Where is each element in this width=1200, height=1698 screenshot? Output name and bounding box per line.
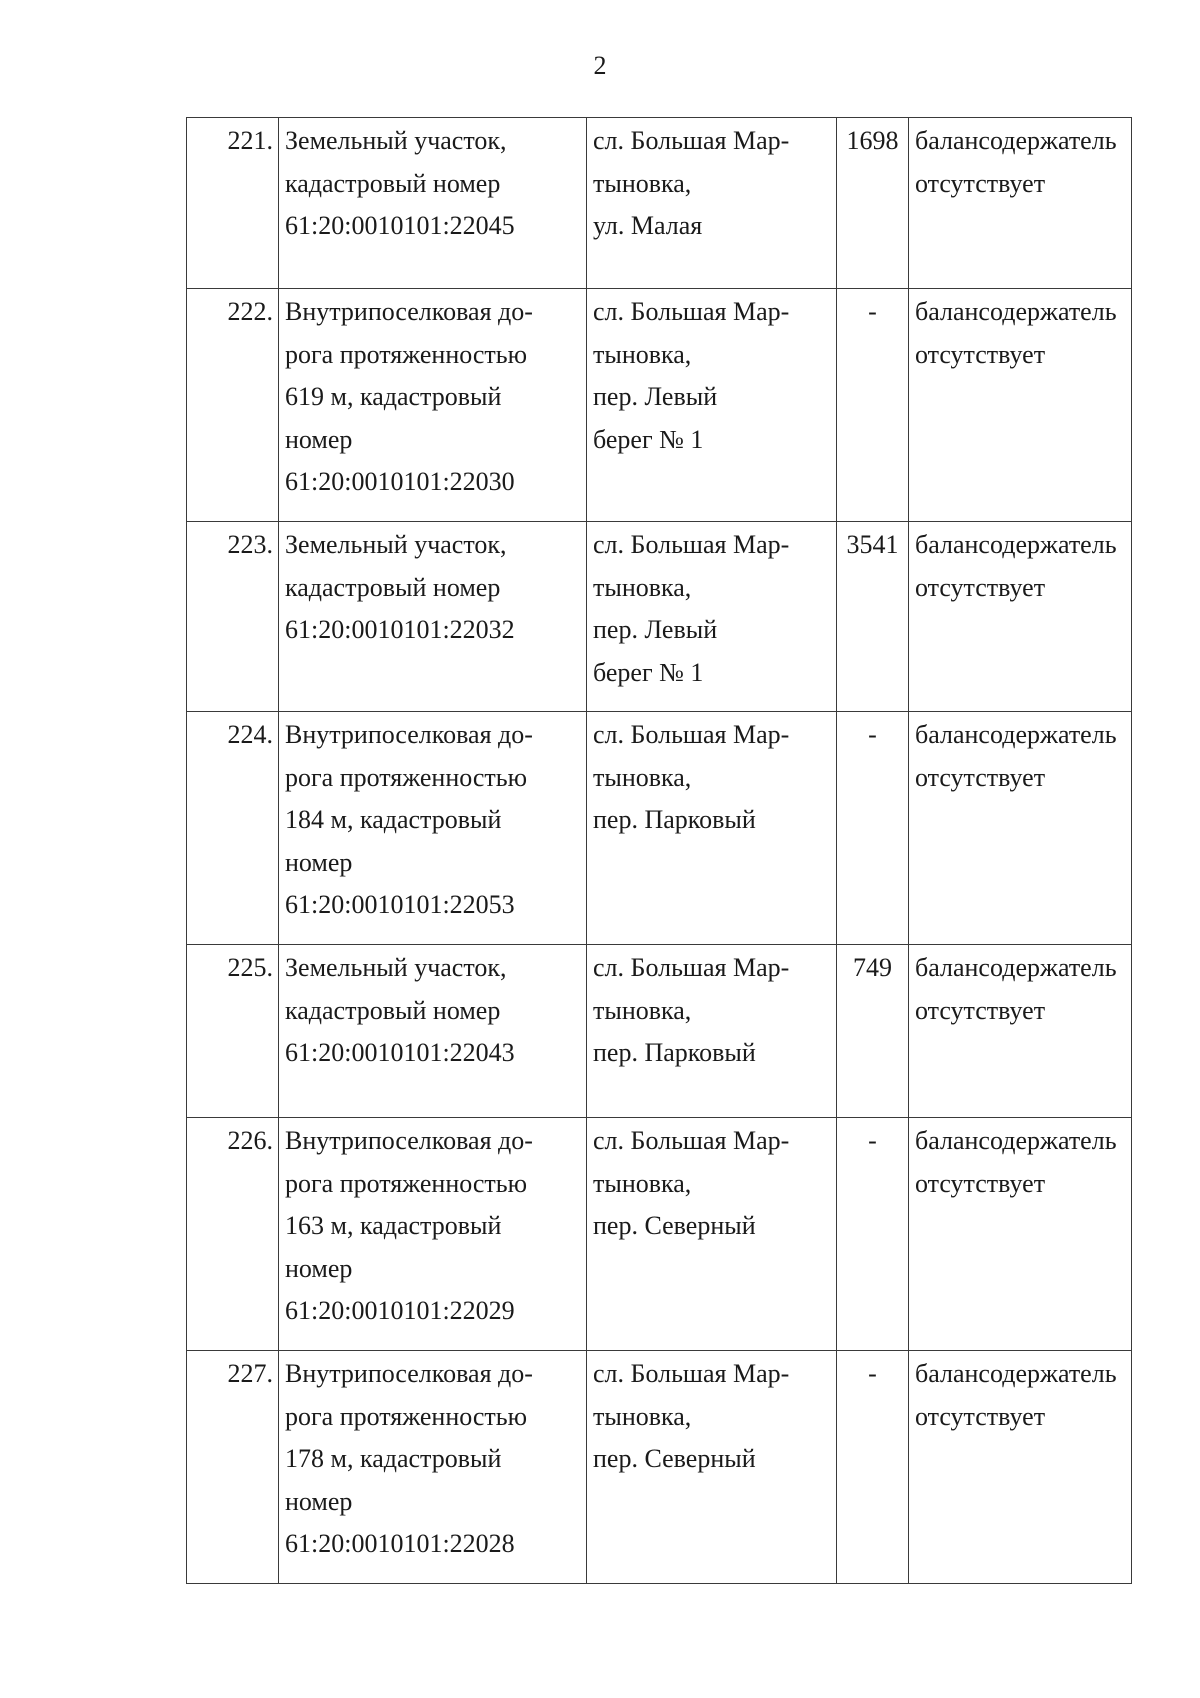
object-address: сл. Большая Мар- тыновка, пер. Левый берег № 1	[587, 289, 837, 522]
table-row	[187, 1118, 1132, 1351]
object-name: Внутрипоселковая до- рога протяженностью 163 м, кадастровый номер 61:20:0010101:22029	[279, 1118, 587, 1351]
balance-holder: балансодержатель отсутствует	[909, 712, 1132, 945]
object-area: 1698	[837, 118, 909, 289]
balance-holder: балансодержатель отсутствует	[909, 945, 1132, 1118]
table-row	[187, 1351, 1132, 1584]
property-registry-table	[186, 117, 1132, 1584]
page-number: 2	[593, 51, 607, 80]
object-address: сл. Большая Мар- тыновка, пер. Северный	[587, 1351, 837, 1584]
table-row	[187, 289, 1132, 522]
object-area: -	[837, 1351, 909, 1584]
object-name: Земельный участок, кадастровый номер 61:20:0010101:22045	[279, 118, 587, 289]
balance-holder: балансодержатель отсутствует	[909, 1351, 1132, 1584]
object-area: -	[837, 1118, 909, 1351]
object-area: -	[837, 712, 909, 945]
balance-holder: балансодержатель отсутствует	[909, 522, 1132, 712]
row-number: 226.	[187, 1118, 279, 1351]
table-row	[187, 118, 1132, 289]
balance-holder: балансодержатель отсутствует	[909, 289, 1132, 522]
balance-holder: балансодержатель отсутствует	[909, 118, 1132, 289]
object-name: Земельный участок, кадастровый номер 61:20:0010101:22032	[279, 522, 587, 712]
row-number: 223.	[187, 522, 279, 712]
row-number: 227.	[187, 1351, 279, 1584]
object-address: сл. Большая Мар- тыновка, пер. Парковый	[587, 945, 837, 1118]
object-area: 3541	[837, 522, 909, 712]
object-name: Земельный участок, кадастровый номер 61:20:0010101:22043	[279, 945, 587, 1118]
row-number: 225.	[187, 945, 279, 1118]
object-area: -	[837, 289, 909, 522]
balance-holder: балансодержатель отсутствует	[909, 1118, 1132, 1351]
object-area: 749	[837, 945, 909, 1118]
object-name: Внутрипоселковая до- рога протяженностью 184 м, кадастровый номер 61:20:0010101:22053	[279, 712, 587, 945]
table-row	[187, 522, 1132, 712]
row-number: 221.	[187, 118, 279, 289]
row-number: 222.	[187, 289, 279, 522]
object-address: сл. Большая Мар- тыновка, пер. Северный	[587, 1118, 837, 1351]
table-row	[187, 712, 1132, 945]
object-address: сл. Большая Мар- тыновка, пер. Левый берег № 1	[587, 522, 837, 712]
object-address: сл. Большая Мар- тыновка, пер. Парковый	[587, 712, 837, 945]
object-address: сл. Большая Мар- тыновка, ул. Малая	[587, 118, 837, 289]
row-number: 224.	[187, 712, 279, 945]
object-name: Внутрипоселковая до- рога протяженностью 619 м, кадастровый номер 61:20:0010101:22030	[279, 289, 587, 522]
object-name: Внутрипоселковая до- рога протяженностью 178 м, кадастровый номер 61:20:0010101:22028	[279, 1351, 587, 1584]
table-row	[187, 945, 1132, 1118]
